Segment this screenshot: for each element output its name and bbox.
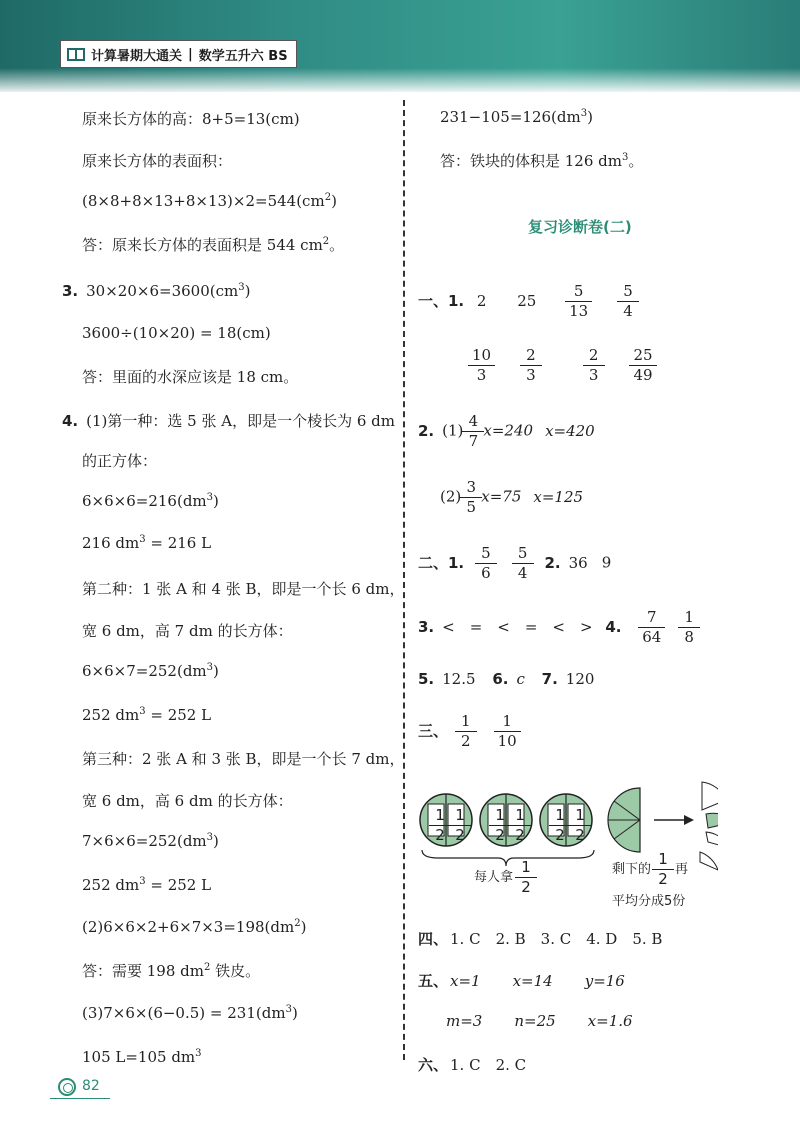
fraction: $\frac{2}{3}$ [585,346,603,385]
answer-line: $6\times 6\times 6=216(dm^3)$ [82,492,219,510]
figure-half-labels: $\frac{1}{2}$ $\frac{1}{2}$ [430,806,470,845]
header-tab [60,40,297,68]
answer-line: $(2)6\times 6\times 2+6\times 7\times 3=198(dm^2)$ [82,918,307,936]
footer-rule [50,1098,110,1099]
part-three-row: 三、 $\frac{1}{2}$ $\frac{1}{10}$ [418,712,527,751]
part-one-row2 [458,346,667,385]
part-two-row3: 5. 12.5 6. c 7. 120 [418,670,595,688]
answer-line: 252 $dm^3 = 252$ L [82,706,212,724]
answer-line: 第二种：1 张 A 和 4 张 B，即是一个长 6 dm， [82,580,405,598]
answer-line: 答：铁块的体积是 126 $dm^3$。 [440,152,644,170]
answer-line: 宽 6 dm，高 7 dm 的长方体： [82,622,293,640]
figure-right-caption-1: 剩下的 $\frac{1}{2}$ 再 [612,850,689,888]
answer-line: 答：里面的水深应该是 18 cm。 [82,368,299,386]
answer-line: 216 $dm^3 = 216$ L [82,534,212,552]
header-series: 计算暑期大通关 [91,48,183,64]
answer-line: 105 L=105 $dm^3$ [82,1048,202,1066]
fraction: $\frac{5}{13}$ [567,282,590,321]
book-icon [67,48,85,61]
answer-line: $231-105=126(dm^3)$ [440,108,593,126]
answer-line: $(8\times 8+8\times 13+8\times 13)\times 2=544(cm^2)$ [82,192,337,210]
answer-line: 宽 6 dm，高 6 dm 的长方体： [82,792,293,810]
page-number: 82 [82,1078,100,1094]
answer-line: 的正方体： [82,452,158,470]
part-five-row1: 五、 x=1 x=14 y=16 [418,972,625,990]
figure-half-labels: $\frac{1}{2}$ $\frac{1}{2}$ [550,806,590,845]
part-two-row1: 二、1. $\frac{5}{6}$ $\frac{5}{4}$ 2. 36 9 [418,544,612,582]
fraction: $\frac{5}{4}$ [619,282,637,321]
part-two-row2: 3. < = < = < > 4. $\frac{7}{64}$ $\frac{1}{8}$ [418,608,704,647]
answer-line: 第三种：2 张 A 和 3 张 B，即是一个长 7 dm， [82,750,405,768]
section-title: 复习诊断卷(二) [528,218,632,236]
answer-line: 原来长方体的表面积： [82,152,233,170]
part-six-row: 六、 1. C 2. C [418,1056,527,1074]
question-4: 4. (1)第一种：选 5 张 A，即是一个棱长为 6 dm [62,412,395,430]
column-divider [403,100,405,1060]
figure-left-caption: 每人拿 $\frac{1}{2}$ [474,858,539,897]
part-four-row: 四、 1. C 2. B 3. C 4. D 5. B [418,930,663,948]
arrow-icon [684,815,694,825]
answer-line: $6\times 6\times 7=252(dm^3)$ [82,662,219,680]
answer-line: $(3)7\times 6\times(6-0.5) = 231(dm^3)$ [82,1004,298,1022]
figure-half-labels: $\frac{1}{2}$ $\frac{1}{2}$ [490,806,530,845]
answer-line: 答：原来长方体的表面积是 544 $cm^2$。 [82,236,345,254]
part-one-row1: 一、1. 2 25 $\frac{5}{13}$ $\frac{5}{4}$ [418,282,649,321]
fraction: $\frac{10}{3}$ [470,346,493,385]
part-five-row2: m=3 n=25 x=1.6 [446,1012,633,1030]
question-3: 3. $30\times 20\times 6=3600(cm^3)$ [62,282,251,300]
part-one-q2a: 2. (1) $\frac{4}{7}$ x=240 x=420 [418,412,595,450]
fraction: $\frac{2}{3}$ [522,346,540,385]
header-separator: | [188,46,193,62]
answer-line: 252 $dm^3 = 252$ L [82,876,212,894]
sun-icon [58,1078,76,1096]
fraction: $\frac{25}{49}$ [631,346,654,385]
header-subject: 数学五升六 BS [198,48,288,64]
figure-right-caption-2: 平均分成5份 [612,894,686,909]
answer-line: 原来长方体的高：8+5=13(cm) [82,110,300,128]
part-one-q2b: (2) $\frac{3}{5}$ x=75 x=125 [440,478,584,516]
answer-line: $7\times 6\times 6=252(dm^3)$ [82,832,219,850]
answer-line: 答：需要 198 $dm^2$ 铁皮。 [82,962,261,980]
answer-line: 3600÷(10×20) = 18(cm) [82,324,271,342]
